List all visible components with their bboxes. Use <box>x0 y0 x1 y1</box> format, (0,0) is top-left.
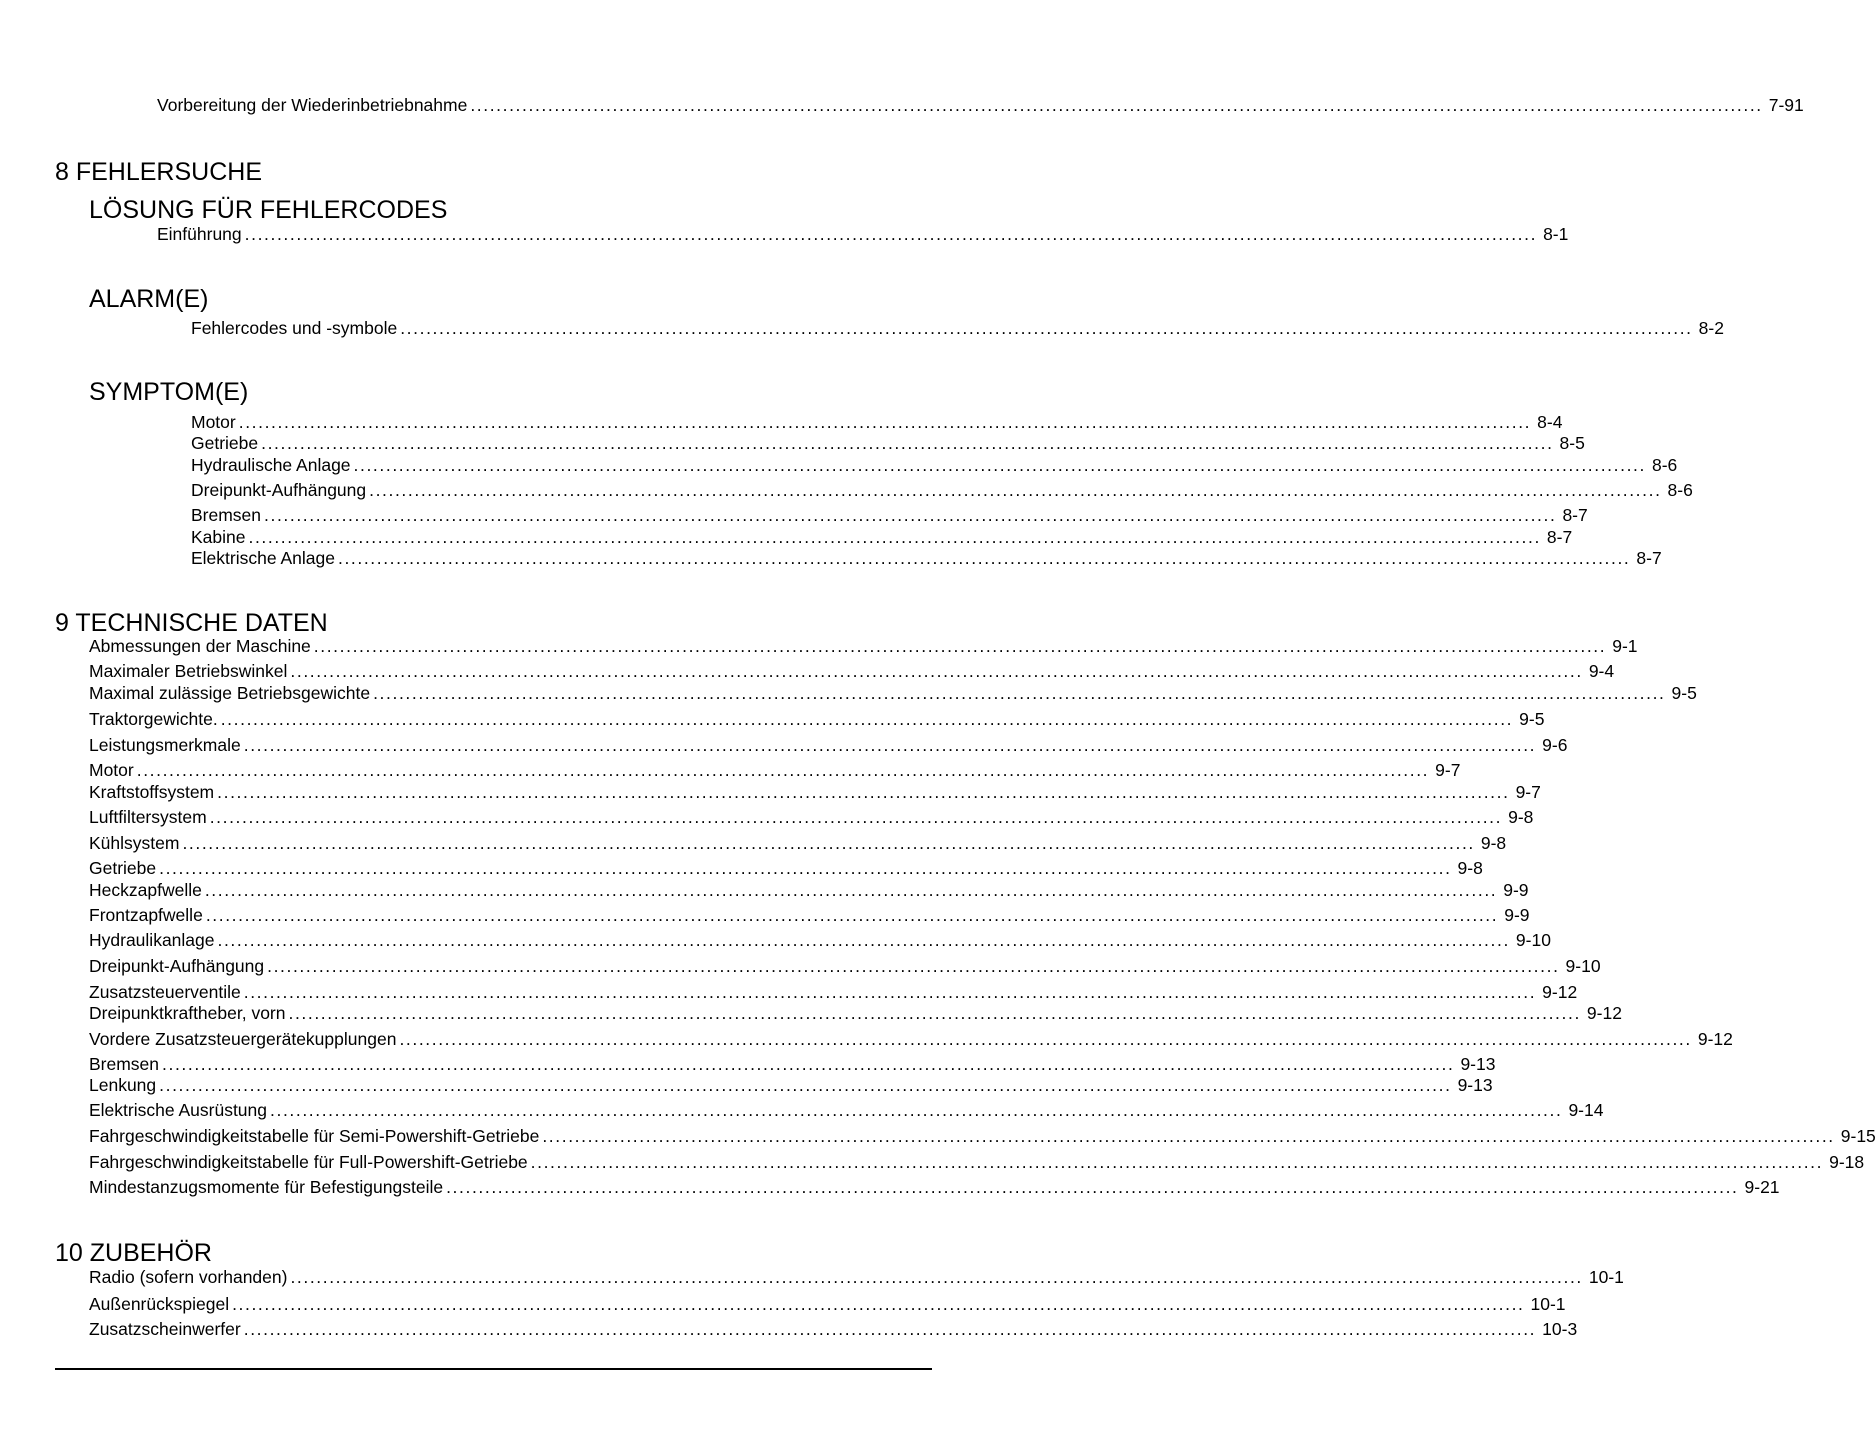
dot-leader: ........................................................................................................................................................................................................ <box>400 318 1693 338</box>
toc-entry-page: 8-7 <box>1546 527 1573 547</box>
toc-entry[interactable] <box>191 412 1563 432</box>
toc-entry-page: 8-6 <box>1667 480 1693 500</box>
toc-entry-label: Elektrische Anlage <box>191 548 335 568</box>
toc-entry[interactable] <box>191 548 1662 568</box>
toc-entry-page: 9-9 <box>1503 880 1529 900</box>
dot-leader: ........................................................................................................................................................................................................ <box>204 880 1498 900</box>
dot-leader: ........................................................................................................................................................................................................ <box>243 735 1537 755</box>
toc-entry-label: Bremsen <box>191 505 262 525</box>
dot-leader: ........................................................................................................................................................................................................ <box>373 683 1666 703</box>
toc-entry-label: Motor <box>89 760 134 780</box>
toc-entry[interactable] <box>89 1100 1604 1120</box>
toc-entry-label: Fahrgeschwindigkeitstabelle für Semi-Powershift-Getriebe <box>89 1126 540 1146</box>
toc-entry-page: 7-91 <box>1768 95 1804 115</box>
toc-entry-label: Zusatzsteuerventile <box>89 982 241 1002</box>
toc-entry-page: 9-5 <box>1519 709 1545 729</box>
toc-entry-page: 8-7 <box>1636 548 1662 568</box>
dot-leader: ........................................................................................................................................................................................................ <box>238 412 1532 432</box>
toc-entry[interactable] <box>89 956 1601 976</box>
toc-entry-label: Mindestanzugsmomente für Befestigungsteile <box>89 1177 444 1197</box>
toc-entry-label: Getriebe <box>191 433 259 453</box>
dot-leader: ........................................................................................................................................................................................................ <box>290 1267 1583 1287</box>
toc-entry-page: 9-12 <box>1586 1003 1622 1023</box>
toc-entry-label: Bremsen <box>89 1054 160 1074</box>
toc-entry[interactable] <box>89 1126 1876 1146</box>
toc-entry-label: Dreipunkt-Aufhängung <box>89 956 265 976</box>
toc-entry-page: 9-18 <box>1829 1152 1865 1172</box>
toc-entry[interactable] <box>89 807 1534 827</box>
section-heading-symptoms: SYMPTOM(E) <box>89 378 249 406</box>
toc-entry-page: 9-8 <box>1457 858 1483 878</box>
section-heading-error-codes: LÖSUNG FÜR FEHLERCODES <box>89 196 448 224</box>
dot-leader: ........................................................................................................................................................................................................ <box>162 1054 1455 1074</box>
toc-entry-label: Einführung <box>157 224 242 244</box>
toc-entry[interactable] <box>89 1294 1566 1314</box>
dot-leader: ........................................................................................................................................................................................................ <box>542 1126 1835 1146</box>
toc-entry[interactable] <box>191 505 1588 525</box>
toc-entry-page: 9-4 <box>1588 661 1615 681</box>
toc-entry-page: 9-13 <box>1460 1054 1496 1074</box>
toc-entry-label: Dreipunktkraftheber, vorn <box>89 1003 286 1023</box>
dot-leader: ........................................................................................................................................................................................................ <box>446 1177 1739 1197</box>
dot-leader: ........................................................................................................................................................................................................ <box>217 930 1510 950</box>
toc-entry-label: Kraftstoffsystem <box>89 782 215 802</box>
toc-entry[interactable] <box>89 735 1568 755</box>
dot-leader: ........................................................................................................................................................................................................ <box>217 782 1510 802</box>
toc-entry[interactable] <box>191 527 1573 547</box>
toc-entry-label: Motor <box>191 412 236 432</box>
dot-leader: ........................................................................................................................................................................................................ <box>288 1003 1581 1023</box>
toc-entry-label: Kabine <box>191 527 246 547</box>
dot-leader: ........................................................................................................................................................................................................ <box>243 1319 1537 1339</box>
toc-entry[interactable] <box>89 1177 1780 1197</box>
dot-leader: ........................................................................................................................................................................................................ <box>159 858 1452 878</box>
toc-entry[interactable] <box>89 982 1578 1002</box>
toc-entry[interactable] <box>89 1054 1496 1074</box>
toc-entry-label: Kühlsystem <box>89 833 180 853</box>
toc-entry-page: 9-10 <box>1565 956 1601 976</box>
toc-entry-label: Vorbereitung der Wiederinbetriebnahme <box>157 95 468 115</box>
dot-leader: ........................................................................................................................................................................................................ <box>530 1152 1824 1172</box>
chapter-heading-10: 10 ZUBEHÖR <box>55 1239 212 1267</box>
toc-entry-page: 9-10 <box>1515 930 1551 950</box>
toc-entry-page: 9-9 <box>1504 905 1530 925</box>
toc-entry-label: Vordere Zusatzsteuergerätekupplungen <box>89 1029 397 1049</box>
toc-entry-label: Frontzapfwelle <box>89 905 203 925</box>
toc-entry[interactable] <box>89 1003 1622 1023</box>
dot-leader: ........................................................................................................................................................................................................ <box>290 661 1583 681</box>
toc-entry-page: 10-1 <box>1588 1267 1624 1287</box>
toc-entry[interactable] <box>89 760 1461 780</box>
toc-entry-page: 8-7 <box>1562 505 1588 525</box>
chapter-heading-9: 9 TECHNISCHE DATEN <box>55 609 328 637</box>
dot-leader: ........................................................................................................................................................................................................ <box>248 527 1541 547</box>
dot-leader: ........................................................................................................................................................................................................ <box>353 455 1646 475</box>
toc-entry-page: 8-6 <box>1651 455 1678 475</box>
toc-entry[interactable] <box>89 1267 1624 1287</box>
toc-entry-page: 9-21 <box>1744 1177 1780 1197</box>
toc-entry-label: Lenkung <box>89 1075 157 1095</box>
toc-entry[interactable] <box>89 930 1551 950</box>
toc-entry[interactable] <box>89 858 1483 878</box>
toc-entry-page: 8-5 <box>1559 433 1585 453</box>
toc-entry-page: 9-12 <box>1697 1029 1733 1049</box>
toc-entry-label: Fehlercodes und -symbole <box>191 318 398 338</box>
dot-leader: ........................................................................................................................................................................................................ <box>270 1100 1563 1120</box>
toc-entry-page: 9-5 <box>1671 683 1697 703</box>
toc-entry-label: Getriebe <box>89 858 157 878</box>
toc-entry-page: 9-12 <box>1542 982 1578 1002</box>
toc-entry[interactable] <box>89 709 1545 729</box>
toc-entry[interactable] <box>89 1029 1733 1049</box>
toc-entry-label: Fahrgeschwindigkeitstabelle für Full-Powershift-Getriebe <box>89 1152 528 1172</box>
toc-entry-page: 10-3 <box>1542 1319 1578 1339</box>
toc-entry[interactable] <box>157 224 1569 244</box>
dot-leader: ........................................................................................................................................................................................................ <box>261 433 1554 453</box>
toc-entry[interactable] <box>191 433 1585 453</box>
toc-entry-page: 8-2 <box>1698 318 1724 338</box>
toc-entry-label: Heckzapfwelle <box>89 880 202 900</box>
dot-leader: ........................................................................................................................................................................................................ <box>313 636 1607 656</box>
toc-entry-label: Leistungsmerkmale <box>89 735 241 755</box>
toc-entry-label: Maximal zulässige Betriebsgewichte <box>89 683 371 703</box>
chapter-heading-8: 8 FEHLERSUCHE <box>55 158 262 186</box>
dot-leader: ........................................................................................................................................................................................................ <box>159 1075 1452 1095</box>
dot-leader: ........................................................................................................................................................................................................ <box>267 956 1560 976</box>
toc-entry-page: 9-7 <box>1435 760 1461 780</box>
toc-entry-label: Zusatzscheinwerfer <box>89 1319 241 1339</box>
toc-entry-page: 8-1 <box>1543 224 1569 244</box>
toc-entry-page: 10-1 <box>1530 1294 1566 1314</box>
toc-entry[interactable] <box>89 1319 1578 1339</box>
dot-leader: ........................................................................................................................................................................................................ <box>399 1029 1692 1049</box>
toc-entry-page: 9-7 <box>1515 782 1541 802</box>
footer-rule <box>55 1368 932 1370</box>
section-heading-alarms: ALARM(E) <box>89 285 209 313</box>
dot-leader: ........................................................................................................................................................................................................ <box>264 505 1557 525</box>
toc-entry-label: Maximaler Betriebswinkel <box>89 661 288 681</box>
toc-entry-page: 9-1 <box>1612 636 1638 656</box>
dot-leader: ........................................................................................................................................................................................................ <box>232 1294 1525 1314</box>
dot-leader: ........................................................................................................................................................................................................ <box>243 982 1537 1002</box>
toc-entry-label: Abmessungen der Maschine <box>89 636 311 656</box>
toc-entry-label: Dreipunkt-Aufhängung <box>191 480 367 500</box>
toc-entry-label: Hydraulikanlage <box>89 930 215 950</box>
toc-entry[interactable] <box>89 661 1615 681</box>
toc-entry[interactable] <box>89 683 1697 703</box>
toc-entry-page: 8-4 <box>1537 412 1563 432</box>
dot-leader: ........................................................................................................................................................................................................ <box>182 833 1475 853</box>
toc-entry[interactable] <box>89 833 1507 853</box>
dot-leader: ........................................................................................................................................................................................................ <box>244 224 1538 244</box>
toc-entry[interactable] <box>89 782 1541 802</box>
toc-entry[interactable] <box>89 636 1638 656</box>
toc-entry-label: Elektrische Ausrüstung <box>89 1100 268 1120</box>
toc-entry[interactable] <box>89 1075 1493 1095</box>
dot-leader: ........................................................................................................................................................................................................ <box>209 807 1503 827</box>
toc-entry[interactable] <box>191 318 1724 338</box>
dot-leader: ........................................................................................................................................................................................................ <box>337 548 1631 568</box>
toc-entry[interactable] <box>191 455 1678 475</box>
toc-entry-label: Luftfiltersystem <box>89 807 207 827</box>
toc-entry[interactable] <box>89 880 1529 900</box>
toc-entry-page: 9-13 <box>1457 1075 1493 1095</box>
toc-entry-page: 9-15 <box>1840 1126 1876 1146</box>
toc-entry-page: 9-6 <box>1542 735 1568 755</box>
dot-leader: ........................................................................................................................................................................................................ <box>205 905 1499 925</box>
toc-entry-page: 9-8 <box>1508 807 1534 827</box>
toc-entry[interactable] <box>157 95 1804 115</box>
dot-leader: ........................................................................................................................................................................................................ <box>220 709 1514 729</box>
dot-leader: ........................................................................................................................................................................................................ <box>136 760 1430 780</box>
dot-leader: ........................................................................................................................................................................................................ <box>470 95 1763 115</box>
toc-entry-label: Radio (sofern vorhanden) <box>89 1267 288 1287</box>
toc-entry-label: Hydraulische Anlage <box>191 455 351 475</box>
dot-leader: ........................................................................................................................................................................................................ <box>369 480 1662 500</box>
toc-entry-page: 9-8 <box>1480 833 1507 853</box>
toc-entry-label: Traktorgewichte. <box>89 709 218 729</box>
toc-entry-page: 9-14 <box>1568 1100 1604 1120</box>
toc-entry[interactable] <box>191 480 1693 500</box>
toc-entry[interactable] <box>89 1152 1865 1172</box>
toc-entry-label: Außenrückspiegel <box>89 1294 230 1314</box>
toc-entry[interactable] <box>89 905 1530 925</box>
